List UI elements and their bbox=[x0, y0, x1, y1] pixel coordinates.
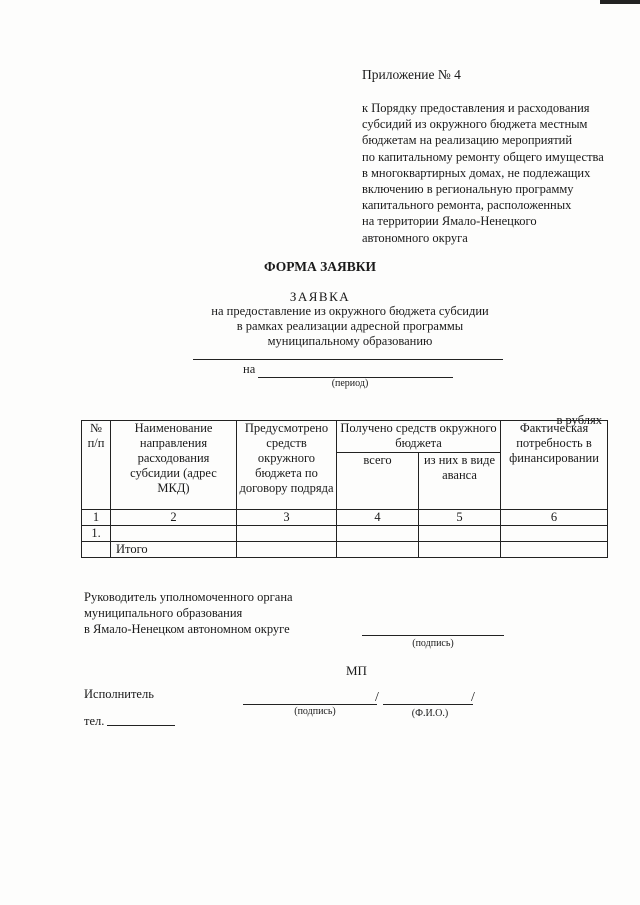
stamp-placeholder: МП bbox=[346, 663, 367, 678]
header-received-total: всего bbox=[337, 453, 419, 510]
separator-slash: / bbox=[375, 690, 379, 705]
column-number: 2 bbox=[111, 510, 237, 526]
application-subtitle bbox=[150, 304, 550, 349]
column-number-row bbox=[82, 510, 608, 526]
executor-signature-line[interactable] bbox=[243, 704, 377, 705]
total-cell[interactable] bbox=[419, 542, 501, 558]
executor-name-caption: (Ф.И.О.) bbox=[411, 708, 449, 719]
appendix-line: бюджетам на реализацию мероприятий bbox=[362, 133, 573, 148]
application-table bbox=[81, 420, 608, 558]
appendix-line: к Порядку предоставления и расходования bbox=[362, 101, 590, 115]
total-cell[interactable] bbox=[337, 542, 419, 558]
header-direction: Наименование направления расходования субсидии (адрес МКД) bbox=[111, 421, 237, 510]
municipality-blank-line[interactable] bbox=[193, 359, 503, 360]
appendix-line: автономного округа bbox=[362, 230, 468, 245]
appendix-line: субсидий из окружного бюджета местным bbox=[362, 117, 588, 132]
row-cell[interactable] bbox=[237, 526, 337, 542]
head-line: муниципального образования bbox=[84, 606, 243, 621]
row-cell[interactable] bbox=[501, 526, 608, 542]
executor-name-line[interactable] bbox=[383, 704, 473, 705]
total-row bbox=[82, 542, 608, 558]
total-number-cell bbox=[82, 542, 111, 558]
appendix-title: Приложение № 4 bbox=[362, 67, 461, 82]
separator-slash: / bbox=[471, 690, 475, 705]
row-cell[interactable] bbox=[419, 526, 501, 542]
appendix-line: по капитальному ремонту общего имущества bbox=[362, 149, 604, 164]
subtitle-line: на предоставление из окружного бюджета субсидии bbox=[211, 304, 489, 318]
executor-signature-caption: (подпись) bbox=[294, 706, 336, 717]
total-cell[interactable] bbox=[501, 542, 608, 558]
header-actual-need: Фактическая потребность в финансировании bbox=[501, 421, 608, 510]
subtitle-line: в рамках реализации адресной программы bbox=[236, 319, 464, 333]
total-cell[interactable] bbox=[237, 542, 337, 558]
application-title: ЗАЯВКА bbox=[289, 289, 351, 304]
row-number: 1. bbox=[82, 526, 111, 542]
currency-note: в рублях bbox=[556, 413, 602, 427]
head-signature-line[interactable] bbox=[362, 635, 504, 636]
head-line: Руководитель уполномоченного органа bbox=[84, 590, 293, 604]
column-number: 5 bbox=[419, 510, 501, 526]
executor-label: Исполнитель bbox=[84, 687, 154, 701]
head-of-authority bbox=[84, 589, 293, 638]
appendix-line: в многоквартирных домах, не подлежащих bbox=[362, 165, 591, 180]
period-prefix-label: на bbox=[243, 362, 256, 376]
column-number: 6 bbox=[501, 510, 608, 526]
header-received-advance: из них в виде аванса bbox=[419, 453, 501, 510]
head-line: в Ямало-Ненецком автономном округе bbox=[84, 622, 290, 637]
phone-label: тел. bbox=[84, 714, 105, 728]
header-planned-funds: Предусмотрено средств окружного бюджета по договору подряда bbox=[237, 421, 337, 510]
scan-corner-mark bbox=[600, 0, 640, 4]
appendix-line: капитального ремонта, расположенных bbox=[362, 198, 572, 213]
subtitle-line: муниципальному образованию bbox=[267, 334, 433, 348]
column-number: 3 bbox=[237, 510, 337, 526]
column-number: 1 bbox=[82, 510, 111, 526]
header-number: № п/п bbox=[82, 421, 111, 510]
appendix-line: включению в региональную программу bbox=[362, 182, 574, 197]
phone-blank-line[interactable] bbox=[107, 725, 175, 726]
row-cell[interactable] bbox=[337, 526, 419, 542]
table-row bbox=[82, 526, 608, 542]
appendix-description bbox=[362, 100, 604, 246]
header-received-funds: Получено средств окружного бюджета bbox=[337, 421, 501, 453]
period-caption: (период) bbox=[331, 378, 369, 389]
total-label: Итого bbox=[111, 542, 237, 558]
head-signature-caption: (подпись) bbox=[412, 638, 454, 649]
column-number: 4 bbox=[337, 510, 419, 526]
appendix-line: на территории Ямало-Ненецкого bbox=[362, 214, 537, 229]
form-heading: ФОРМА ЗАЯВКИ bbox=[263, 259, 377, 274]
row-cell[interactable] bbox=[111, 526, 237, 542]
